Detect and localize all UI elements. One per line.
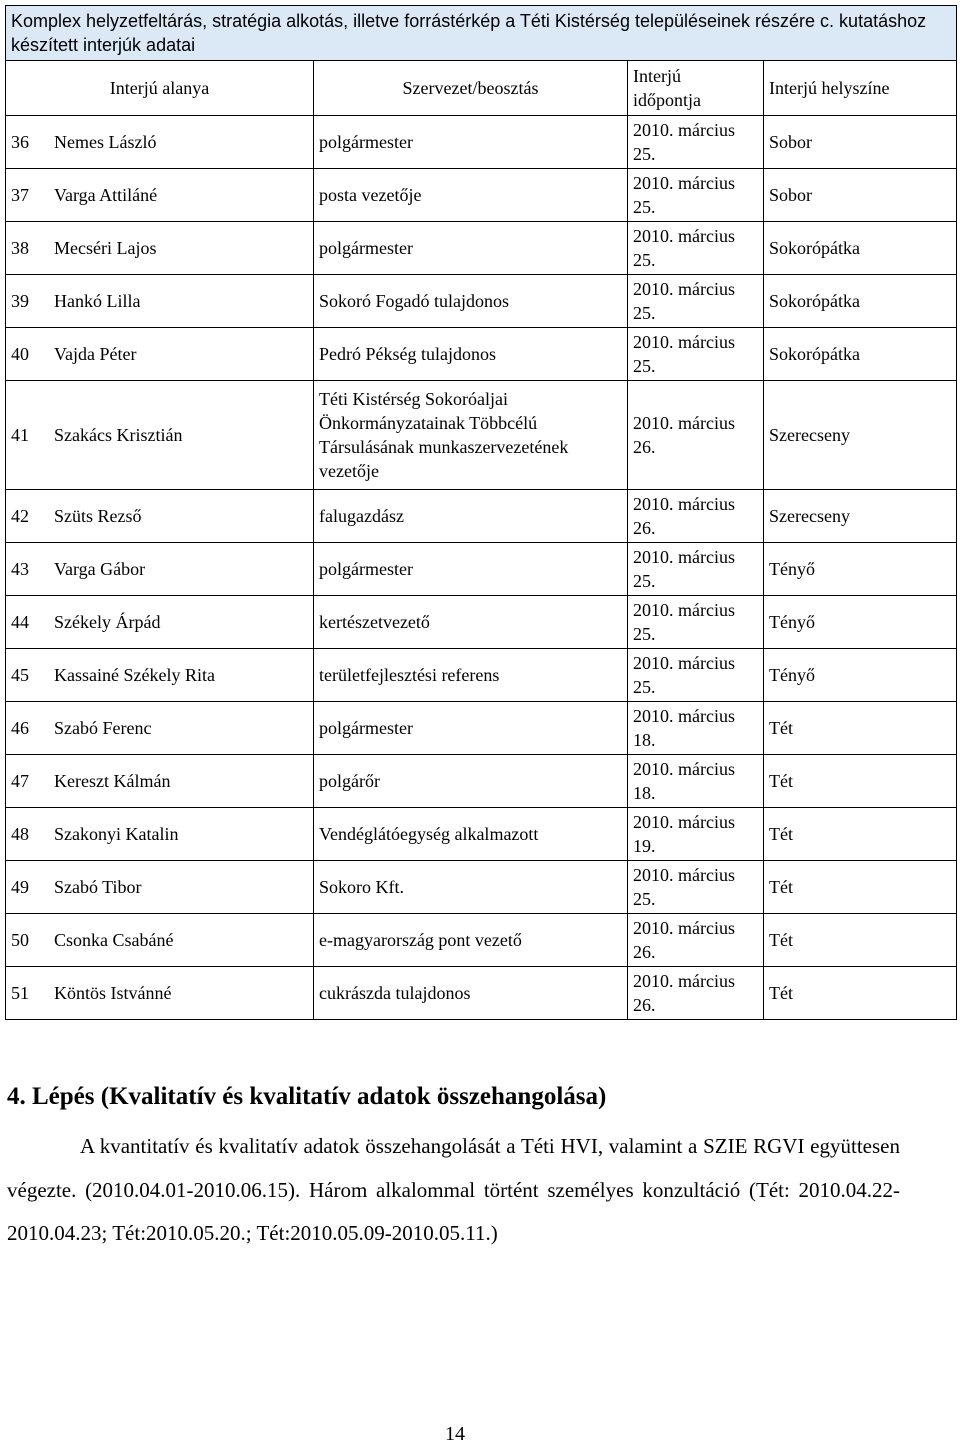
table-row — [6, 222, 957, 275]
cell-interviewee — [6, 328, 314, 381]
cell-location: Tényő — [764, 596, 957, 649]
row-number: 48 — [11, 824, 29, 844]
date-month: 2010. március — [633, 332, 735, 352]
cell-organization: Sokoró Fogadó tulajdonos — [314, 275, 628, 328]
cell-date — [628, 967, 764, 1020]
cell-location: Tét — [764, 755, 957, 808]
table-row — [6, 381, 957, 490]
interviewee-name: Székely Árpád — [54, 612, 161, 632]
table-row — [6, 649, 957, 702]
cell-organization: cukrászda tulajdonos — [314, 967, 628, 1020]
date-day: 19. — [633, 836, 656, 856]
table-row — [6, 275, 957, 328]
cell-date — [628, 914, 764, 967]
cell-location: Tét — [764, 702, 957, 755]
cell-date — [628, 596, 764, 649]
interviewee-name: Varga Gábor — [54, 559, 146, 579]
row-number: 37 — [11, 185, 29, 205]
interviewee-name: Szabó Tibor — [54, 877, 142, 897]
cell-location: Tényő — [764, 649, 957, 702]
date-month: 2010. március — [633, 865, 735, 885]
cell-interviewee — [6, 755, 314, 808]
date-month: 2010. március — [633, 759, 735, 779]
cell-location: Tét — [764, 861, 957, 914]
table-row — [6, 702, 957, 755]
cell-date — [628, 222, 764, 275]
cell-date — [628, 755, 764, 808]
cell-interviewee — [6, 116, 314, 169]
table-row — [6, 967, 957, 1020]
table-row — [6, 543, 957, 596]
cell-location: Sokorópátka — [764, 222, 957, 275]
interviewee-name: Kassainé Székely Rita — [54, 665, 215, 685]
date-day: 26. — [633, 942, 656, 962]
date-day: 18. — [633, 730, 656, 750]
cell-interviewee — [6, 381, 314, 490]
cell-location: Sokorópátka — [764, 275, 957, 328]
cell-interviewee — [6, 967, 314, 1020]
cell-date — [628, 649, 764, 702]
cell-organization: Vendéglátóegység alkalmazott — [314, 808, 628, 861]
cell-date — [628, 490, 764, 543]
interviewee-name: Nemes László — [54, 132, 157, 152]
date-day: 25. — [633, 624, 656, 644]
row-number: 43 — [11, 559, 29, 579]
date-day: 26. — [633, 518, 656, 538]
cell-date — [628, 381, 764, 490]
cell-interviewee — [6, 649, 314, 702]
date-day: 25. — [633, 250, 656, 270]
interviewee-name: Kereszt Kálmán — [54, 771, 171, 791]
row-number: 47 — [11, 771, 29, 791]
row-number: 42 — [11, 506, 29, 526]
interviewee-name: Szüts Rezső — [54, 506, 142, 526]
cell-location: Tét — [764, 914, 957, 967]
row-number: 40 — [11, 344, 29, 364]
section-heading: 4. Lépés (Kvalitatív és kvalitatív adatok összehangolása) — [7, 1083, 607, 1110]
cell-organization: Téti Kistérség Sokoróaljai Önkormányzatainak Többcélú Társulásának munkaszervezetének vezetője — [314, 381, 628, 490]
row-number: 45 — [11, 665, 29, 685]
row-number: 44 — [11, 612, 29, 632]
cell-location: Tét — [764, 967, 957, 1020]
row-number: 46 — [11, 718, 29, 738]
date-day: 25. — [633, 144, 656, 164]
table-row — [6, 861, 957, 914]
date-day: 25. — [633, 571, 656, 591]
date-month: 2010. március — [633, 812, 735, 832]
date-month: 2010. március — [633, 226, 735, 246]
date-day: 25. — [633, 197, 656, 217]
interviewee-name: Szabó Ferenc — [54, 718, 152, 738]
cell-organization: polgárőr — [314, 755, 628, 808]
row-number: 50 — [11, 930, 29, 950]
cell-date — [628, 808, 764, 861]
cell-organization: posta vezetője — [314, 169, 628, 222]
interviewee-name: Mecséri Lajos — [54, 238, 157, 258]
date-day: 26. — [633, 995, 656, 1015]
header-interviewee: Interjú alanya — [6, 61, 314, 116]
cell-interviewee — [6, 914, 314, 967]
cell-location: Sobor — [764, 116, 957, 169]
cell-date — [628, 702, 764, 755]
date-month: 2010. március — [633, 120, 735, 140]
row-number: 39 — [11, 291, 29, 311]
cell-organization: Sokoro Kft. — [314, 861, 628, 914]
cell-location: Tét — [764, 808, 957, 861]
table-row — [6, 490, 957, 543]
header-date — [628, 61, 764, 116]
cell-location: Sobor — [764, 169, 957, 222]
interviewee-name: Csonka Csabáné — [54, 930, 174, 950]
cell-date — [628, 861, 764, 914]
table-row — [6, 596, 957, 649]
cell-interviewee — [6, 543, 314, 596]
row-number: 38 — [11, 238, 29, 258]
interviewee-name: Hankó Lilla — [54, 291, 141, 311]
header-date-line1: Interjú — [633, 66, 681, 86]
date-day: 26. — [633, 437, 656, 457]
interviewee-name: Köntös Istvánné — [54, 983, 172, 1003]
cell-location: Tényő — [764, 543, 957, 596]
table-body — [6, 116, 957, 1020]
cell-location: Szerecseny — [764, 490, 957, 543]
table-header-row — [6, 61, 957, 116]
interviewee-name: Varga Attiláné — [54, 185, 158, 205]
section-paragraph: A kvantitatív és kvalitatív adatok összehangolását a Téti HVI, valamint a SZIE RGVI együttesen végezte. (2010.04.01-2010.06.15). Három alkalommal történt személyes konzultáció (Tét: 2010.04.22-2010.04.23; Tét:2010.05.20.; Tét:2010.05.09-2010.05.11.) — [7, 1134, 900, 1245]
date-day: 18. — [633, 783, 656, 803]
cell-interviewee — [6, 808, 314, 861]
interviewee-name: Szakonyi Katalin — [54, 824, 179, 844]
row-number: 49 — [11, 877, 29, 897]
cell-interviewee — [6, 275, 314, 328]
cell-interviewee — [6, 596, 314, 649]
table-row — [6, 116, 957, 169]
date-day: 25. — [633, 677, 656, 697]
cell-date — [628, 328, 764, 381]
cell-interviewee — [6, 169, 314, 222]
header-date-line2: időpontja — [633, 90, 701, 110]
cell-location: Sokorópátka — [764, 328, 957, 381]
cell-date — [628, 543, 764, 596]
date-month: 2010. március — [633, 494, 735, 514]
cell-date — [628, 275, 764, 328]
date-month: 2010. március — [633, 706, 735, 726]
cell-interviewee — [6, 702, 314, 755]
date-day: 25. — [633, 356, 656, 376]
date-month: 2010. március — [633, 600, 735, 620]
interviewee-name: Vajda Péter — [54, 344, 137, 364]
cell-location: Szerecseny — [764, 381, 957, 490]
date-month: 2010. március — [633, 173, 735, 193]
cell-interviewee — [6, 490, 314, 543]
cell-organization: polgármester — [314, 702, 628, 755]
page-number: 14 — [445, 1423, 465, 1445]
cell-organization: polgármester — [314, 222, 628, 275]
table-row — [6, 328, 957, 381]
date-month: 2010. március — [633, 279, 735, 299]
date-month: 2010. március — [633, 413, 735, 433]
date-month: 2010. március — [633, 653, 735, 673]
cell-interviewee — [6, 222, 314, 275]
cell-date — [628, 169, 764, 222]
table-title: Komplex helyzetfeltárás, stratégia alkotás, illetve forrástérkép a Téti Kistérség településeinek részére c. kutatáshoz készített interjúk adatai — [6, 6, 957, 61]
date-day: 25. — [633, 303, 656, 323]
table-row — [6, 169, 957, 222]
header-location: Interjú helyszíne — [764, 61, 957, 116]
date-month: 2010. március — [633, 547, 735, 567]
cell-date — [628, 116, 764, 169]
interviews-table — [5, 5, 957, 1020]
cell-organization: polgármester — [314, 116, 628, 169]
row-number: 41 — [11, 425, 29, 445]
cell-organization: falugazdász — [314, 490, 628, 543]
interviewee-name: Szakács Krisztián — [54, 425, 183, 445]
cell-organization: kertészetvezető — [314, 596, 628, 649]
cell-organization: e-magyarország pont vezető — [314, 914, 628, 967]
header-organization: Szervezet/beosztás — [314, 61, 628, 116]
cell-interviewee — [6, 861, 314, 914]
table-row — [6, 755, 957, 808]
row-number: 36 — [11, 132, 29, 152]
date-month: 2010. március — [633, 971, 735, 991]
cell-organization: Pedró Pékség tulajdonos — [314, 328, 628, 381]
date-day: 25. — [633, 889, 656, 909]
table-row — [6, 808, 957, 861]
table-title-row — [6, 6, 957, 61]
date-month: 2010. március — [633, 918, 735, 938]
table-row — [6, 914, 957, 967]
cell-organization: polgármester — [314, 543, 628, 596]
row-number: 51 — [11, 983, 29, 1003]
cell-organization: területfejlesztési referens — [314, 649, 628, 702]
